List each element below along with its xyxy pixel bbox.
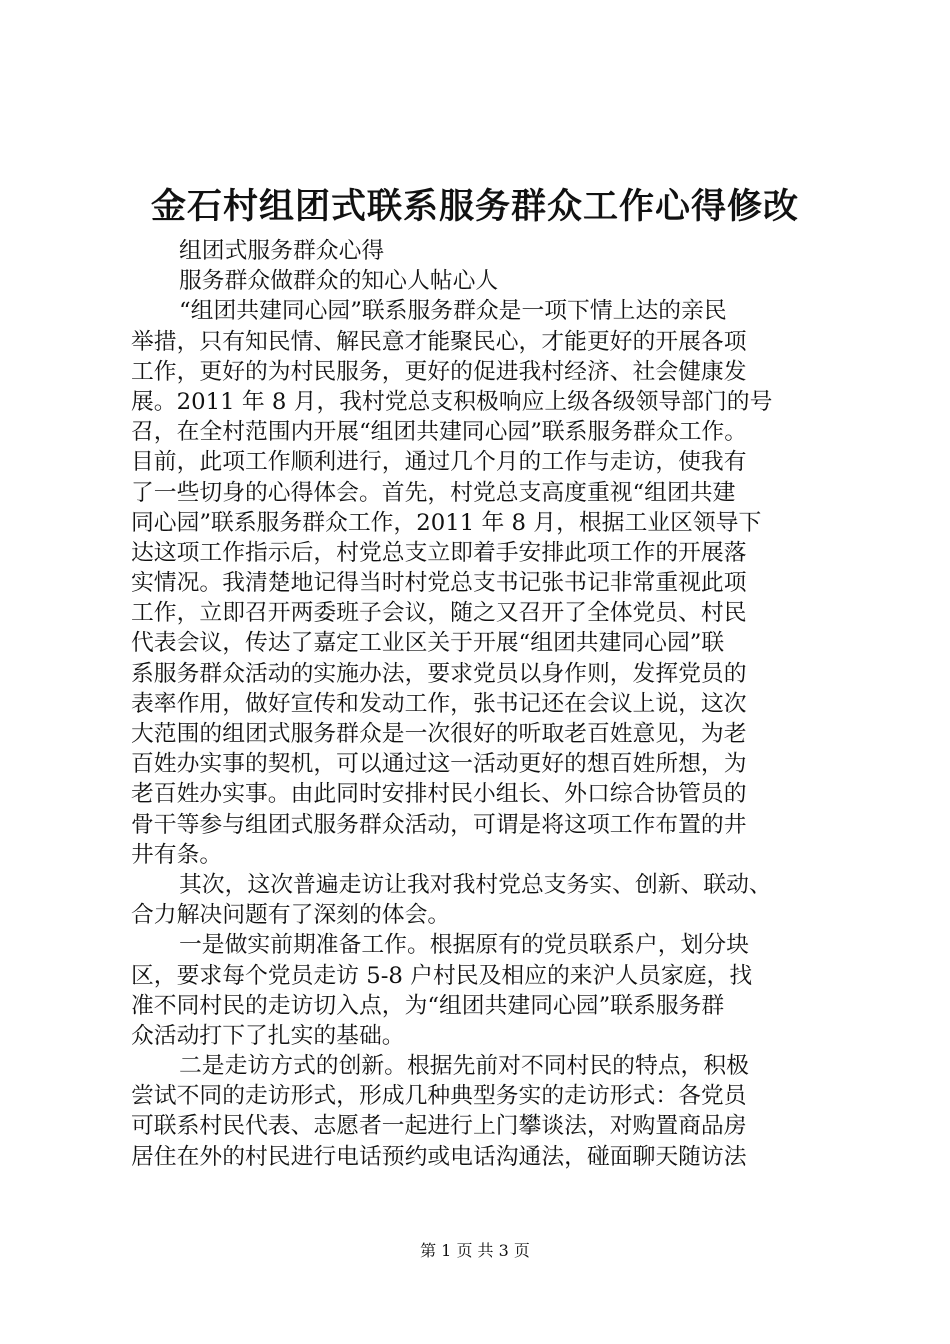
body-line: 尝试不同的走访形式，形成几种典型务实的走访形式：各党员	[131, 1083, 747, 1110]
body-line: 可联系村民代表、志愿者一起进行上门攀谈法，对购置商品房	[131, 1113, 747, 1140]
body-line: 居住在外的村民进行电话预约或电话沟通法，碰面聊天随访法	[131, 1143, 747, 1170]
body-line: 代表会议，传达了嘉定工业区关于开展“组团共建同心园”联	[131, 630, 725, 657]
body-line: 目前，此项工作顺利进行，通过几个月的工作与走访，使我有	[131, 449, 747, 476]
body-line: 服务群众做群众的知心人帖心人	[179, 268, 499, 295]
body-line: 了一些切身的心得体会。首先，村党总支高度重视“组团共建	[131, 479, 736, 506]
body-line: 百姓办实事的契机，可以通过这一活动更好的想百姓所想，为	[131, 751, 747, 778]
body-line: 工作，立即召开两委班子会议，随之又召开了全体党员、村民	[131, 600, 747, 627]
body-line: 同心园”联系服务群众工作，2011 年 8 月，根据工业区领导下	[131, 509, 762, 536]
document-title: 金石村组团式联系服务群众工作心得修改	[150, 187, 799, 227]
body-line: 达这项工作指示后，村党总支立即着手安排此项工作的开展落	[131, 539, 747, 566]
body-line: 二是走访方式的创新。根据先前对不同村民的特点，积极	[179, 1053, 749, 1080]
body-line: 系服务群众活动的实施办法，要求党员以身作则，发挥党员的	[131, 660, 747, 687]
body-line: 组团式服务群众心得	[179, 238, 385, 264]
body-line: 工作，更好的为村民服务，更好的促进我村经济、社会健康发	[131, 358, 747, 385]
page-footer: 第 1 页 共 3 页	[420, 1241, 530, 1260]
body-line: 举措，只有知民情、解民意才能聚民心，才能更好的开展各项	[131, 328, 747, 355]
body-line: 大范围的组团式服务群众是一次很好的听取老百姓意见，为老	[131, 721, 747, 747]
body-line: 合力解决问题有了深刻的体会。	[131, 902, 451, 929]
body-line: 表率作用，做好宣传和发动工作，张书记还在会议上说，这次	[131, 690, 747, 717]
body-line: 井有条。	[131, 841, 223, 868]
body-line: 骨干等参与组团式服务群众活动，可谓是将这项工作布置的井	[131, 811, 747, 838]
document-body	[131, 236, 831, 1172]
body-line: 其次，这次普遍走访让我对我村党总支务实、创新、联动、	[179, 871, 772, 898]
body-line: 老百姓办实事。由此同时安排村民小组长、外口综合协管员的	[131, 781, 747, 808]
body-line: 展。2011 年 8 月，我村党总支积极响应上级各级领导部门的号	[131, 388, 773, 415]
body-line: 实情况。我清楚地记得当时村党总支书记张书记非常重视此项	[131, 570, 747, 597]
body-line: 众活动打下了扎实的基础。	[131, 1022, 405, 1049]
body-line: 一是做实前期准备工作。根据原有的党员联系户，划分块	[179, 932, 749, 959]
body-line: 准不同村民的走访切入点，为“组团共建同心园”联系服务群	[131, 992, 725, 1019]
body-line: 区，要求每个党员走访 5-8 户村民及相应的来沪人员家庭，找	[131, 962, 753, 989]
body-line: 召，在全村范围内开展“组团共建同心园”联系服务群众工作。	[131, 419, 748, 446]
body-line: “组团共建同心园”联系服务群众是一项下情上达的亲民	[179, 298, 727, 325]
